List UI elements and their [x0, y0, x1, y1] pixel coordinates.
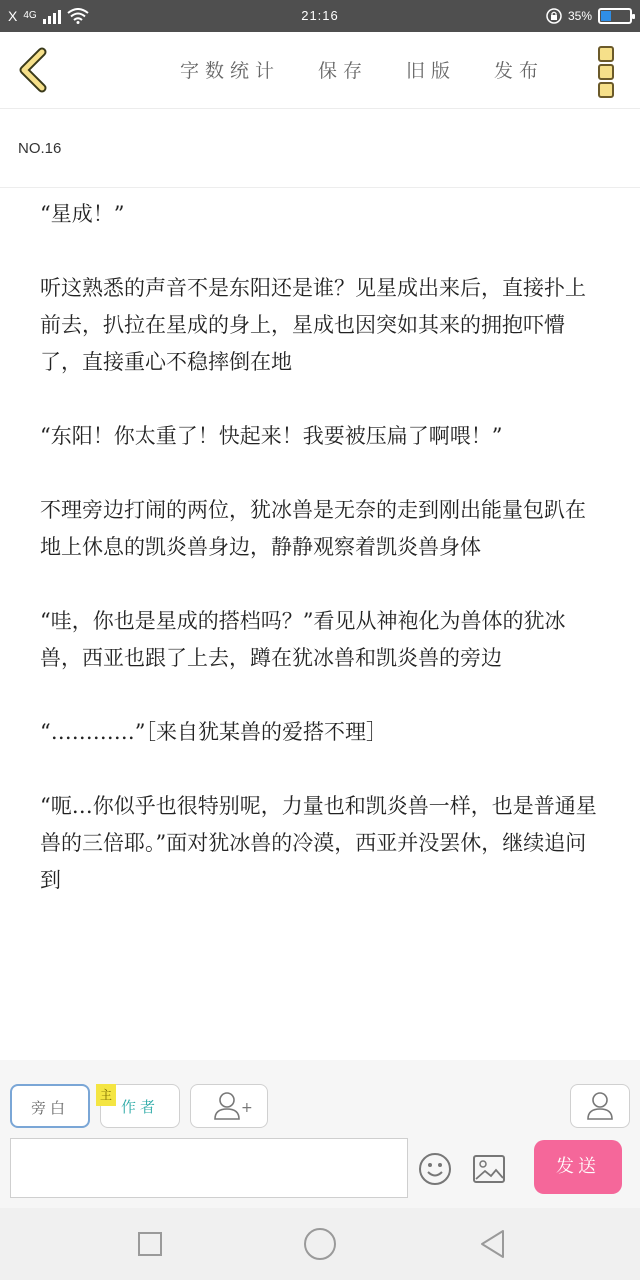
image-icon[interactable]	[472, 1154, 506, 1184]
status-time: 21:16	[301, 8, 339, 23]
compose-panel	[0, 1060, 640, 1208]
paragraph: “东阳！你太重了！快起来！我要被压扁了啊喂！”	[40, 424, 503, 448]
publish-button[interactable]: 发布	[494, 60, 545, 82]
editor-header	[0, 32, 640, 109]
author-badge: 主	[96, 1084, 116, 1106]
emoji-icon[interactable]	[418, 1152, 452, 1186]
add-role-button[interactable]	[190, 1084, 268, 1128]
menu-dot	[598, 46, 614, 62]
paragraph: 不理旁边打闹的两位，犹冰兽是无奈的走到刚出能量包趴在地上休息的凯炎兽身边，静静观察着凯炎兽身体	[40, 498, 586, 559]
recent-apps-icon[interactable]	[138, 1232, 162, 1256]
user-icon	[571, 1085, 629, 1127]
home-icon[interactable]	[304, 1228, 336, 1260]
paragraph: 听这熟悉的声音不是东阳还是谁？见星成出来后，直接扑上前去，扒拉在星成的身上，星成也因突如其来的拥抱吓懵了，直接重心不稳摔倒在地	[40, 276, 586, 374]
carrier-indicator: X	[8, 8, 18, 24]
story-content	[40, 196, 600, 1051]
save-button[interactable]: 保存	[318, 60, 369, 82]
paragraph: “星成！”	[40, 202, 125, 226]
narrator-chip[interactable]: 旁白	[10, 1084, 90, 1128]
old-version-button[interactable]: 旧版	[406, 60, 457, 82]
send-button[interactable]: 发送	[534, 1140, 622, 1194]
header-actions	[180, 56, 544, 83]
add-role-plus: +	[241, 1100, 253, 1116]
chevron-left-icon[interactable]	[14, 46, 54, 94]
divider	[0, 187, 640, 188]
system-nav-bar	[0, 1208, 640, 1280]
chapter-label: NO.16	[18, 140, 62, 157]
message-input[interactable]	[10, 1138, 408, 1198]
author-chip[interactable]: 作者	[100, 1084, 180, 1128]
battery-percent: 35%	[567, 9, 592, 23]
word-count-button[interactable]: 字数统计	[180, 60, 281, 82]
paragraph: “…………”［来自犹某兽的爱搭不理］	[40, 720, 387, 744]
vertical-dots-icon[interactable]	[598, 46, 614, 98]
status-right	[546, 0, 632, 32]
network-type: 4G	[23, 10, 37, 21]
battery-fill	[601, 11, 611, 21]
battery-icon	[598, 8, 632, 24]
user-role-button[interactable]	[570, 1084, 630, 1128]
paragraph: “呃…你似乎也很特别呢，力量也和凯炎兽一样，也是普通星兽的三倍耶。”面对犹冰兽的冷漠，西亚并没罢休，继续追问到	[40, 794, 597, 892]
menu-dot	[598, 64, 614, 80]
status-bar	[0, 0, 640, 32]
lock-rotation-icon	[546, 8, 562, 24]
paragraph: “哇，你也是星成的搭档吗？”看见从神袍化为兽体的犹冰兽，西亚也跟了上去，蹲在犹冰兽和凯炎兽的旁边	[40, 609, 566, 670]
back-triangle-icon[interactable]	[478, 1228, 506, 1260]
menu-dot	[598, 82, 614, 98]
